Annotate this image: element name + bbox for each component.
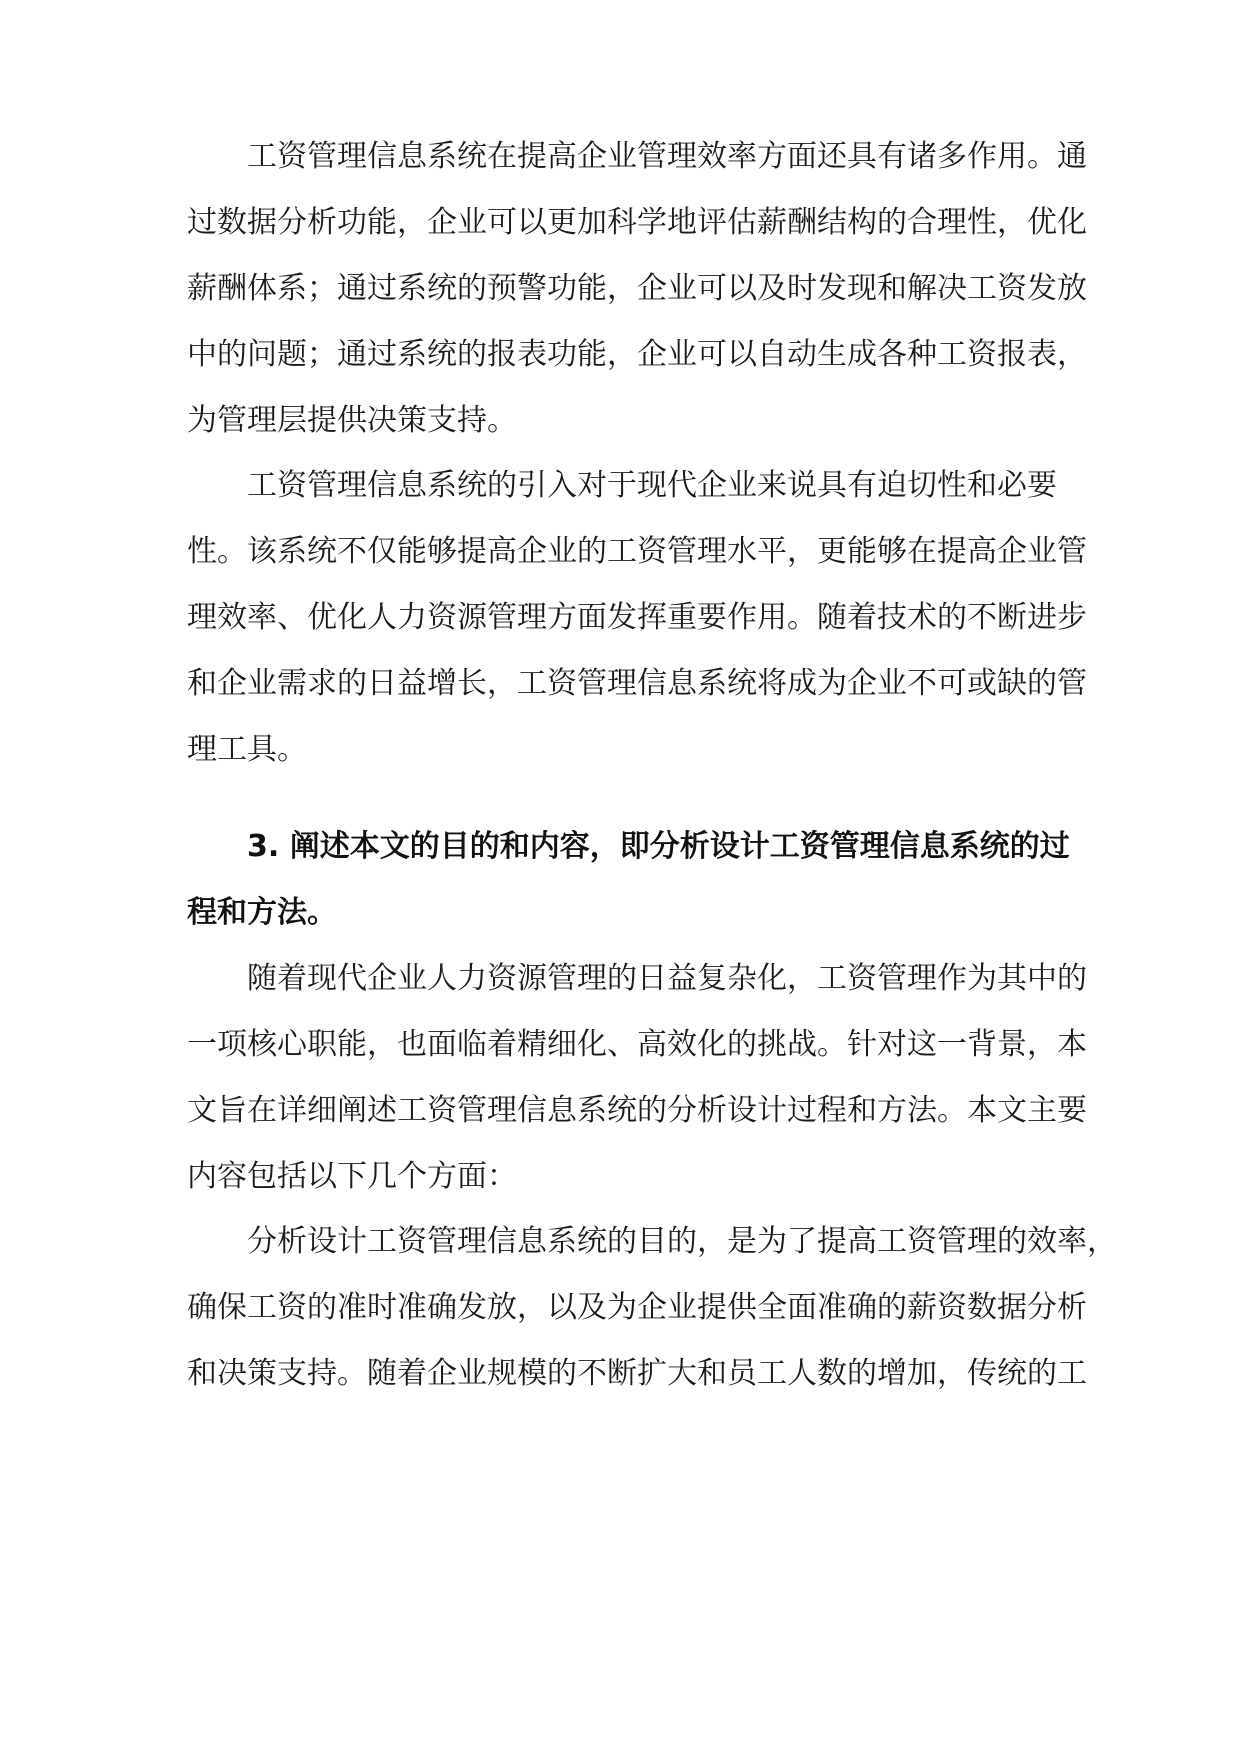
paragraph-line: 薪酬体系；通过系统的预警功能，企业可以及时发现和解决工资发放 — [187, 271, 1087, 306]
paragraph-line: 性。该系统不仅能够提高企业的工资管理水平，更能够在提高企业管 — [187, 534, 1087, 569]
paragraph-line: 确保工资的准时准确发放，以及为企业提供全面准确的薪资数据分析 — [187, 1290, 1087, 1325]
paragraph-line: 工资管理信息系统的引入对于现代企业来说具有迫切性和必要 — [247, 468, 1057, 503]
paragraph-line: 和企业需求的日益增长，工资管理信息系统将成为企业不可或缺的管 — [187, 666, 1087, 701]
paragraph-line: 分析设计工资管理信息系统的目的，是为了提高工资管理的效率， — [247, 1224, 1117, 1259]
paragraph-line: 理效率、优化人力资源管理方面发挥重要作用。随着技术的不断进步 — [187, 600, 1087, 635]
paragraph-line: 工资管理信息系统在提高企业管理效率方面还具有诸多作用。通 — [247, 139, 1087, 174]
heading-line: 3. 阐述本文的目的和内容，即分析设计工资管理信息系统的过 — [247, 829, 1070, 864]
paragraph-line: 过数据分析功能，企业可以更加科学地评估薪酬结构的合理性，优化 — [187, 205, 1087, 240]
paragraph-line: 一项核心职能，也面临着精细化、高效化的挑战。针对这一背景，本 — [187, 1027, 1087, 1062]
heading-line: 程和方法。 — [187, 895, 337, 930]
paragraph-line: 中的问题；通过系统的报表功能，企业可以自动生成各种工资报表， — [187, 337, 1087, 372]
paragraph-line: 和决策支持。随着企业规模的不断扩大和员工人数的增加，传统的工 — [187, 1356, 1087, 1391]
paragraph-line: 内容包括以下几个方面： — [187, 1159, 517, 1194]
paragraph-line: 文旨在详细阐述工资管理信息系统的分析设计过程和方法。本文主要 — [187, 1093, 1087, 1128]
paragraph-line: 随着现代企业人力资源管理的日益复杂化，工资管理作为其中的 — [247, 961, 1087, 996]
paragraph-line: 为管理层提供决策支持。 — [187, 403, 517, 438]
paragraph-line: 理工具。 — [187, 732, 307, 767]
